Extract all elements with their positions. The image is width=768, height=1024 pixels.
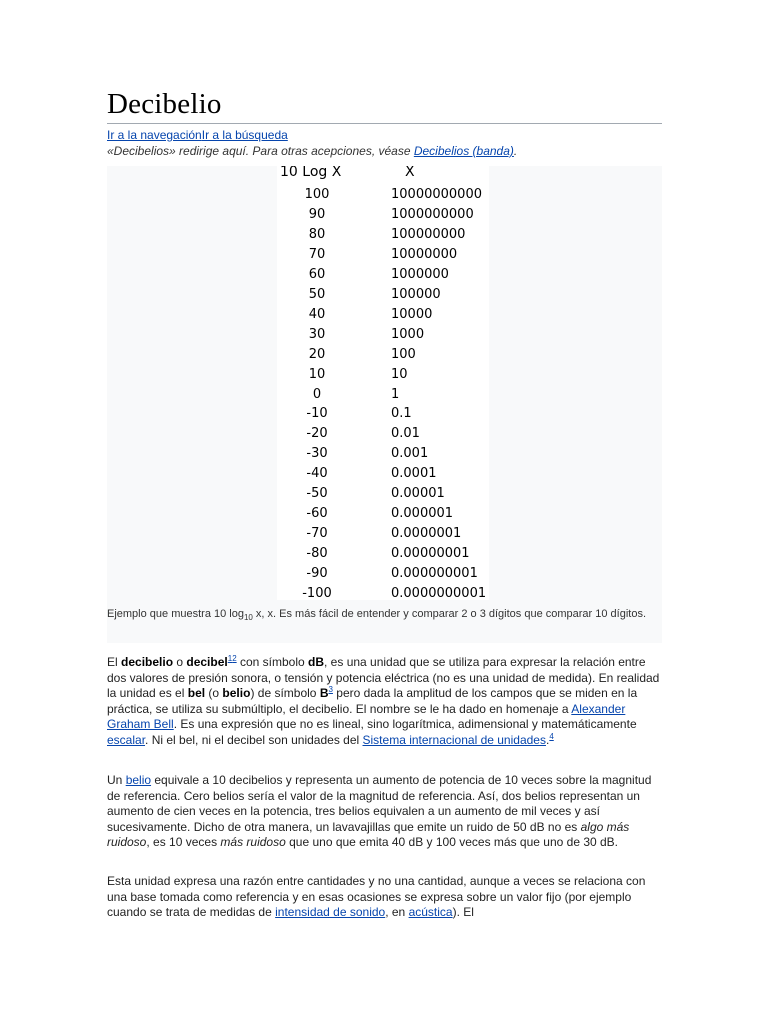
x-value: 1 bbox=[391, 386, 400, 402]
p1-text: . Ni el bel, ni el decibel son unidades del bbox=[145, 732, 363, 747]
caption-text: Ejemplo que muestra 10 log bbox=[107, 608, 244, 620]
redirect-end: . bbox=[513, 144, 518, 158]
table-row bbox=[277, 347, 489, 367]
log-value: 80 bbox=[308, 226, 326, 242]
p1-bold: dB bbox=[308, 655, 325, 669]
acustica-link[interactable]: acústica bbox=[408, 905, 453, 920]
p2-italic: algo más ruidoso bbox=[107, 819, 630, 850]
p1-text: pero dada la amplitud de los campos que se miden en la práctica, se utiliza su submúltiplo, el decibelio. El nombre se le ha dado en homenaje a bbox=[107, 686, 638, 716]
p1-text: El bbox=[107, 655, 122, 669]
table-row bbox=[277, 367, 489, 387]
p3-text: , en bbox=[385, 905, 409, 920]
table-row bbox=[277, 446, 489, 466]
table-row bbox=[277, 406, 489, 426]
decibel-figure bbox=[107, 166, 662, 643]
reference-link[interactable]: 1 bbox=[227, 654, 233, 663]
log-value: 60 bbox=[308, 266, 326, 282]
p1-bold: decibelio bbox=[121, 655, 174, 669]
reference-link[interactable]: 4 bbox=[549, 731, 554, 741]
log-value: 10 bbox=[308, 366, 326, 382]
log-value: -10 bbox=[306, 406, 328, 422]
p1-bold: B bbox=[319, 686, 329, 701]
caption-text-end: x, x. Es más fácil de entender y comparar 2 o 3 dígitos que comparar 10 dígitos. bbox=[252, 608, 647, 620]
x-value: 1000000 bbox=[391, 266, 449, 282]
table-row bbox=[277, 187, 489, 207]
p1-text: o bbox=[173, 655, 187, 669]
x-value: 1000 bbox=[391, 326, 425, 342]
p2-text: equivale a 10 decibelios y representa un aumento de potencia de 10 veces sobre la magnitud de referencia. Cero belios sería el valor de la magnitud de referencia. Así, dos belios representan un aumento de cien veces en la potencia, tres belios equivalen a un aumento de mil veces y así sucesivamente. Dicho de otra manera, un lavavajillas que emite un ruido de 50 dB no es bbox=[107, 773, 652, 834]
redirect-text: «Decibelios» redirige aquí. Para otras acepciones, véase bbox=[107, 144, 414, 158]
log-value: -40 bbox=[306, 466, 328, 482]
disambiguation-link[interactable]: Decibelios (banda) bbox=[413, 144, 514, 158]
x-value: 100000000 bbox=[391, 226, 466, 242]
p1-bold: decibel bbox=[186, 655, 228, 669]
x-value: 0.001 bbox=[391, 446, 429, 462]
log-value: 0 bbox=[312, 386, 322, 402]
table-row bbox=[277, 546, 489, 566]
p2-text: Un bbox=[107, 773, 126, 787]
log-value: 50 bbox=[308, 286, 326, 302]
p2-text: , es 10 veces bbox=[146, 835, 221, 850]
table-row bbox=[277, 387, 489, 407]
table-row bbox=[277, 227, 489, 247]
table-row bbox=[277, 486, 489, 506]
log-value: -20 bbox=[306, 426, 328, 442]
redirect-hatnote bbox=[107, 144, 517, 158]
log-value: -90 bbox=[306, 566, 328, 582]
p1-text: ) de símbolo bbox=[250, 686, 320, 701]
table-row bbox=[277, 247, 489, 267]
log-value: -80 bbox=[306, 546, 328, 562]
log-value: 90 bbox=[308, 206, 326, 222]
log-value: 70 bbox=[308, 246, 326, 262]
table-row bbox=[277, 586, 489, 600]
caption-subscript: 10 bbox=[243, 613, 253, 623]
alexander-graham-bell-link[interactable]: Alexander Graham Bell bbox=[107, 701, 626, 732]
si-units-link[interactable]: Sistema internacional de unidades bbox=[362, 732, 546, 747]
x-value: 0.0000001 bbox=[391, 526, 462, 542]
p1-bold: belio bbox=[222, 686, 251, 701]
log-value: -50 bbox=[306, 486, 328, 502]
p1-text: . bbox=[545, 732, 550, 747]
table-row bbox=[277, 267, 489, 287]
p2-italic: más ruidoso bbox=[220, 835, 286, 850]
jump-to-navigation-link[interactable]: Ir a la navegación bbox=[107, 128, 202, 142]
ratio-paragraph bbox=[107, 874, 662, 921]
table-row bbox=[277, 207, 489, 227]
log-value: 100 bbox=[304, 187, 330, 202]
belio-link[interactable]: belio bbox=[125, 773, 152, 787]
x-value: 10 bbox=[391, 366, 408, 382]
figure-caption bbox=[107, 603, 657, 629]
intensidad-de-sonido-link[interactable]: intensidad de sonido bbox=[275, 905, 386, 920]
page-title: Decibelio bbox=[107, 88, 222, 120]
x-value: 10000000 bbox=[391, 246, 458, 262]
table-row bbox=[277, 506, 489, 526]
x-value: 10000 bbox=[391, 306, 433, 322]
jump-links bbox=[107, 128, 288, 142]
log-value: 40 bbox=[308, 306, 326, 322]
reference-link[interactable]: 2 bbox=[232, 654, 237, 663]
x-value: 0.000001 bbox=[391, 506, 454, 522]
table-row bbox=[277, 526, 489, 546]
header-x: X bbox=[405, 166, 415, 180]
p1-text: . Es una expresión que no es lineal, sino logarítmica, adimensional y matemáticamente bbox=[173, 717, 637, 732]
decibel-table-image bbox=[277, 166, 489, 600]
p3-text: Esta unidad expresa una razón entre cantidades y no una cantidad, aunque a veces se relaciona con una base tomada como referencia y en esas ocasiones se expresa sobre un valor fijo (por ejemplo cuando se trata de medidas de bbox=[107, 874, 646, 920]
header-log: 10 Log X bbox=[280, 166, 342, 180]
belio-paragraph bbox=[107, 773, 662, 851]
x-value: 0.0000000001 bbox=[391, 586, 487, 600]
p1-text: , es una unidad que se utiliza para expresar la relación entre dos valores de presión sonora, o tensión y potencia eléctrica (no es una unidad de medida). En realidad la unidad es el bbox=[107, 655, 660, 701]
x-value: 10000000000 bbox=[391, 187, 482, 202]
x-value: 0.0001 bbox=[391, 466, 437, 482]
x-value: 100 bbox=[391, 346, 416, 362]
p2-text: que uno que emita 40 dB y 100 veces más que uno de 30 dB. bbox=[285, 835, 619, 850]
x-value: 0.000000001 bbox=[391, 566, 478, 582]
table-row bbox=[277, 287, 489, 307]
log-value: -100 bbox=[302, 586, 332, 600]
x-value: 1000000000 bbox=[391, 206, 474, 222]
p1-text: con símbolo bbox=[236, 655, 309, 669]
x-value: 0.00000001 bbox=[391, 546, 470, 562]
jump-to-search-link[interactable]: Ir a la búsqueda bbox=[201, 128, 288, 142]
title-divider bbox=[107, 123, 662, 124]
x-value: 0.00001 bbox=[391, 486, 445, 502]
log-value: 30 bbox=[308, 326, 326, 342]
escalar-link[interactable]: escalar bbox=[107, 732, 146, 747]
log-value: 20 bbox=[308, 346, 326, 362]
log-value: -70 bbox=[306, 526, 328, 542]
p1-bold: bel bbox=[187, 686, 206, 701]
table-row bbox=[277, 466, 489, 486]
intro-paragraph bbox=[107, 655, 662, 749]
p1-text: (o bbox=[205, 686, 223, 701]
reference-link[interactable]: 3 bbox=[328, 685, 333, 695]
x-value: 0.1 bbox=[391, 406, 412, 422]
table-row bbox=[277, 307, 489, 327]
table-row bbox=[277, 327, 489, 347]
log-value: -30 bbox=[306, 446, 328, 462]
table-row bbox=[277, 566, 489, 586]
table-row bbox=[277, 426, 489, 446]
p3-text: ). El bbox=[452, 905, 474, 920]
log-value: -60 bbox=[306, 506, 328, 522]
x-value: 0.01 bbox=[391, 426, 420, 442]
x-value: 100000 bbox=[391, 286, 441, 302]
